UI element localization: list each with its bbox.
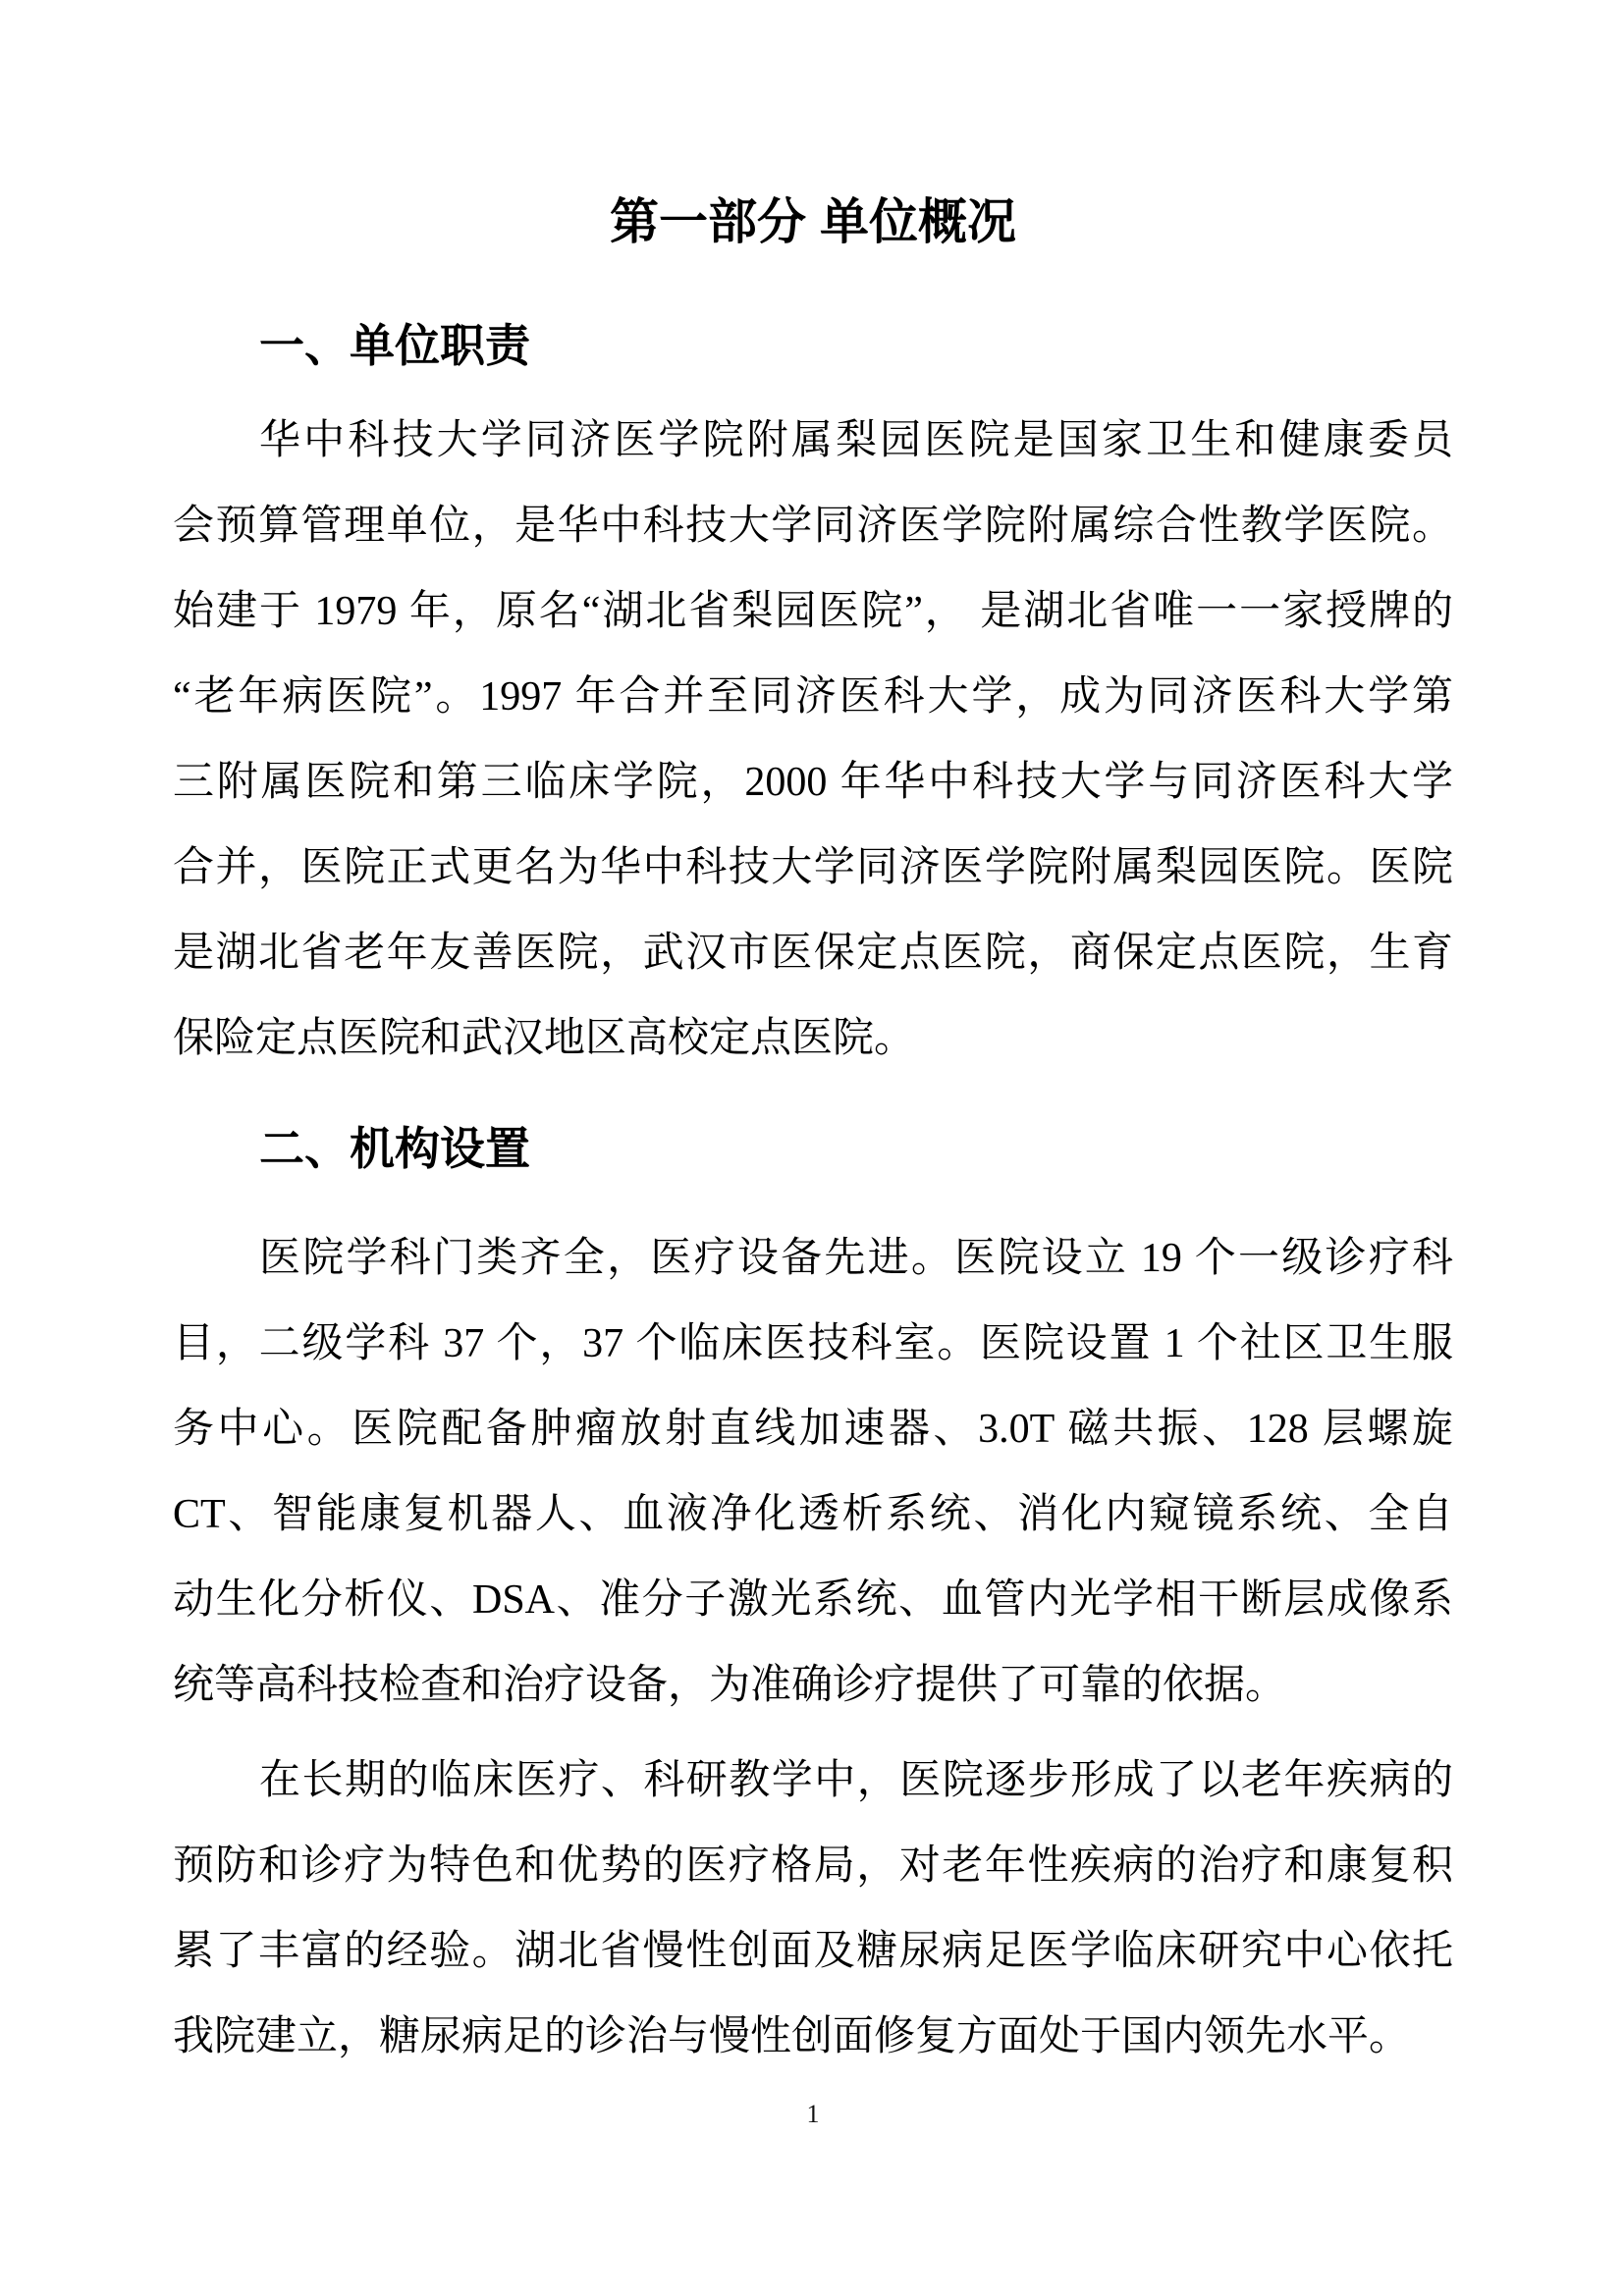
paragraph: [173, 1216, 1453, 1729]
text-line: 始建于 1979 年，原名“湖北省梨园医院”， 是湖北省唯一一家授牌的: [173, 589, 1453, 634]
text-line: 是湖北省老年友善医院，武汉市医保定点医院，商保定点医院，生育: [173, 931, 1453, 976]
paragraph: [173, 1738, 1453, 2080]
text-line: 合并，医院正式更名为华中科技大学同济医学院附属梨园医院。医院: [173, 845, 1453, 890]
page-content: [173, 0, 1453, 2129]
section-heading-1: 一、单位职责: [259, 320, 530, 371]
page-number: 1: [806, 2100, 820, 2128]
text-line: 会预算管理单位，是华中科技大学同济医学院附属综合性教学医院。: [173, 504, 1453, 549]
section-heading-2: 二、机构设置: [259, 1123, 530, 1174]
text-line: 累了丰富的经验。湖北省慢性创面及糖尿病足医学临床研究中心依托: [173, 1929, 1453, 1974]
document-title: 第一部分 单位概况: [610, 194, 1016, 249]
text-line: 动生化分析仪、DSA、准分子激光系统、血管内光学相干断层成像系: [173, 1577, 1453, 1623]
text-line: “老年病医院”。1997 年合并至同济医科大学，成为同济医科大学第: [173, 674, 1453, 720]
text-line: 务中心。医院配备肿瘤放射直线加速器、3.0T 磁共振、128 层螺旋: [173, 1407, 1453, 1452]
text-line: CT、智能康复机器人、血液净化透析系统、消化内窥镜系统、全自: [173, 1492, 1453, 1537]
text-line: 华中科技大学同济医学院附属梨园医院是国家卫生和健康委员: [259, 418, 1453, 463]
text-line: 统等高科技检查和治疗设备，为准确诊疗提供了可靠的依据。: [173, 1663, 1287, 1708]
text-line: 我院建立，糖尿病足的诊治与慢性创面修复方面处于国内领先水平。: [173, 2014, 1411, 2059]
text-line: 目，二级学科 37 个，37 个临床医技科室。医院设置 1 个社区卫生服: [173, 1321, 1453, 1366]
text-line: 三附属医院和第三临床学院，2000 年华中科技大学与同济医科大学: [173, 760, 1453, 805]
text-line: 保险定点医院和武汉地区高校定点医院。: [173, 1016, 916, 1061]
text-line: 医院学科门类齐全，医疗设备先进。医院设立 19 个一级诊疗科: [259, 1236, 1453, 1281]
text-line: 在长期的临床医疗、科研教学中，医院逐步形成了以老年疾病的: [259, 1758, 1453, 1803]
text-line: 预防和诊疗为特色和优势的医疗格局，对老年性疾病的治疗和康复积: [173, 1843, 1453, 1889]
paragraph: [173, 399, 1453, 1082]
